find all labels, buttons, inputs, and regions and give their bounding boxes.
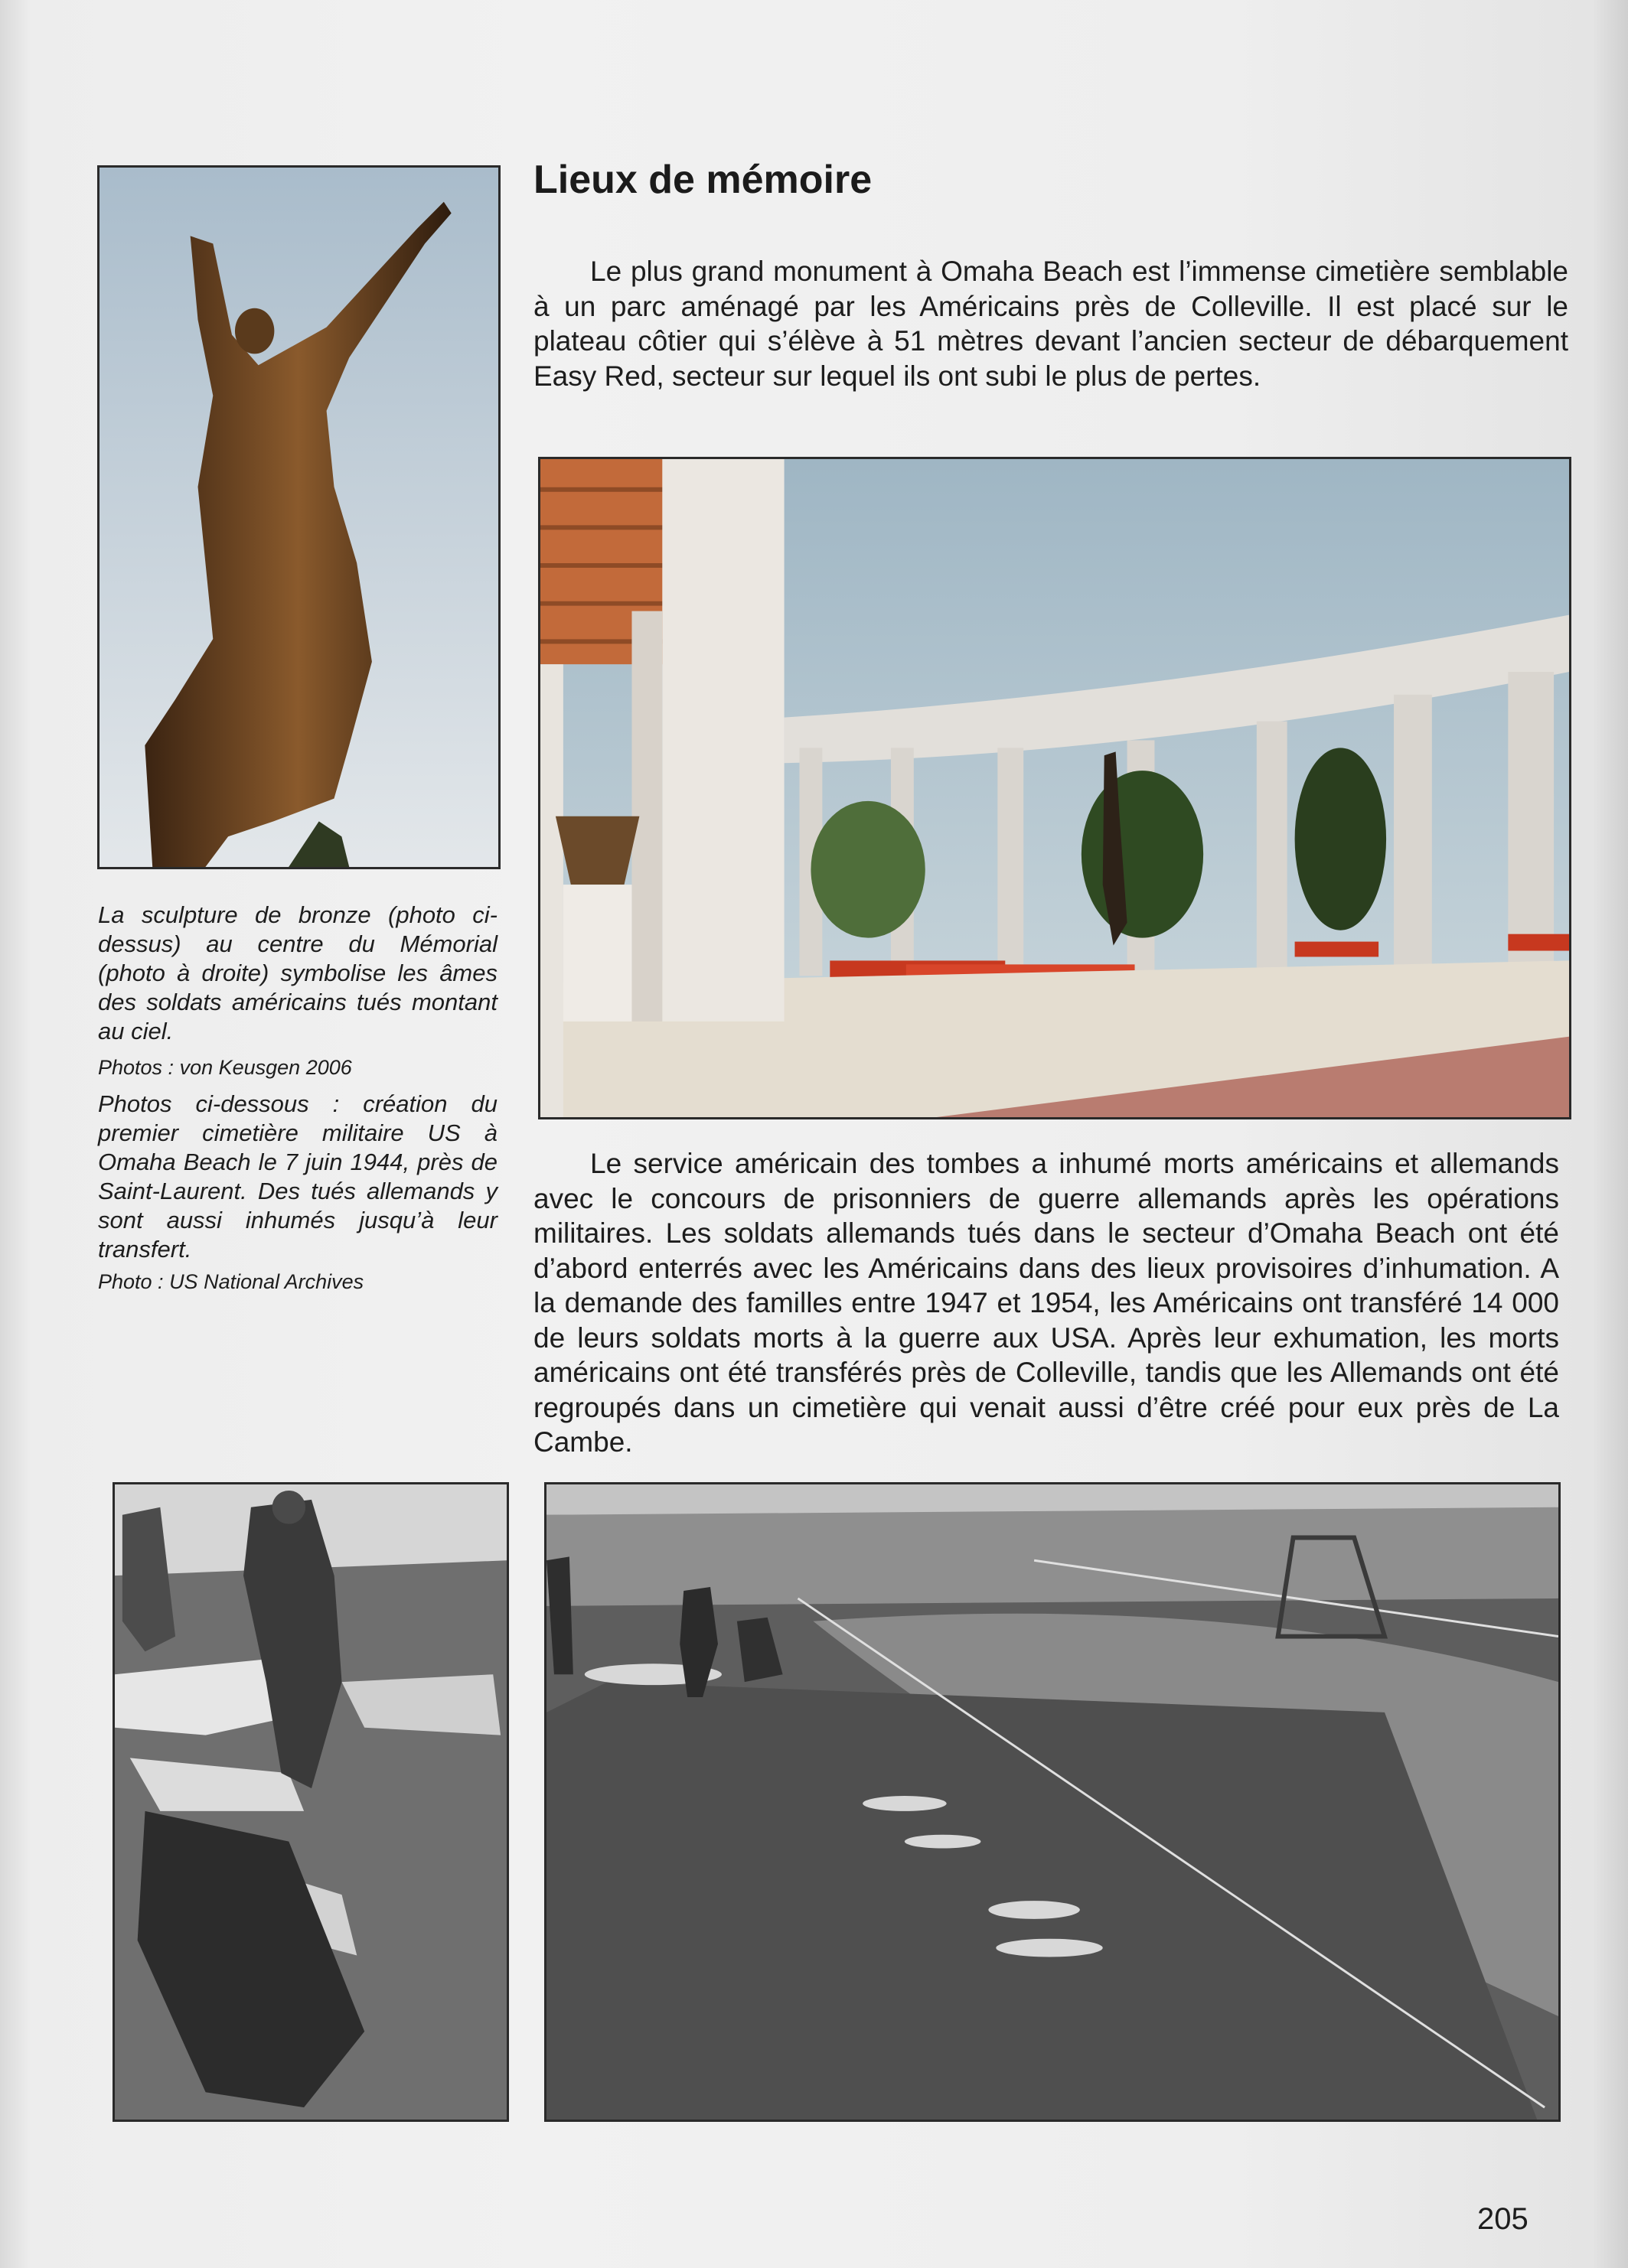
- body-paragraph: Le service américain des tombes a inhumé morts américains et allemands avec le concours de prisonniers de guerre allemands après les opérations militaires. Les soldats allemands tués dans le secteur d’Omaha Beach ont été d’abord enterrés avec les Américains dans des lieux provisoires d’inhumation. A la demande des familles entre 1947 et 1954, les Américains ont transféré 14 000 de leurs soldats morts à la guerre aux USA. Après leur exhumation, les morts américains ont été transférés près de Colleville, tandis que les Allemands ont été regroupés dans un cimetière qui venait aussi d’être créé pour eux près de La Cambe.: [533, 1148, 1559, 1458]
- sculpture-photo: [97, 165, 501, 869]
- photo-credit-1: Photos : von Keusgen 2006: [98, 1056, 352, 1079]
- memorial-photo: [538, 457, 1571, 1119]
- graves-digging-photo: [544, 1482, 1561, 2122]
- sculpture-caption: La sculpture de bronze (photo ci-dessus) au centre du Mémorial (photo à droite) symbolise les âmes des soldats américains tués montant au ciel.: [98, 901, 498, 1044]
- page-number: 205: [1477, 2202, 1528, 2236]
- soldiers-bodies-photo: [113, 1482, 509, 2122]
- cemetery-caption: Photos ci-dessous : création du premier cimetière militaire US à Omaha Beach le 7 juin 1944, près de Saint-Laurent. Des tués allemands y sont aussi inhumés jusqu’à leur transfert.: [98, 1090, 498, 1263]
- photo-credit-2: Photo : US National Archives: [98, 1270, 364, 1293]
- page-title: Lieux de mémoire: [533, 158, 873, 202]
- intro-paragraph: Le plus grand monument à Omaha Beach est l’immense cimetière semblable à un parc aménagé par les Américains près de Colleville. Il est placé sur le plateau côtier qui s’élève à 51 mètres devant l’ancien secteur de débarquement Easy Red, secteur sur lequel ils ont subi le plus de pertes.: [533, 256, 1568, 392]
